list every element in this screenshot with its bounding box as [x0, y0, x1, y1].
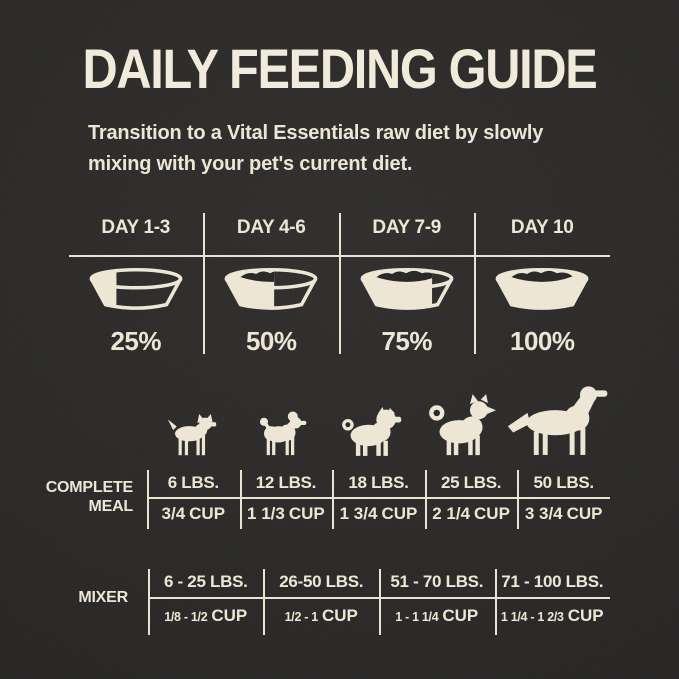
mixer-cup-value-3: 1 - 1 1/4 [395, 610, 439, 624]
day-label-1: DAY 1-3 [101, 217, 171, 238]
meal-cup-unit-5: CUP [566, 504, 603, 523]
mixer-horizontal-divider [148, 597, 610, 599]
meal-lbs-row [147, 471, 610, 495]
meal-cup-row [147, 501, 610, 527]
mixer-label: MIXER [78, 589, 128, 606]
bowl-cell-1 [68, 263, 204, 317]
percent-cell-4 [475, 326, 611, 356]
dog-chihuahua-icon [165, 414, 219, 457]
dog-poodle-icon [255, 410, 309, 457]
bowl-75-icon [359, 267, 455, 314]
intro-text [88, 118, 613, 180]
meal-cup-unit-4: CUP [474, 504, 510, 523]
meal-lbs-5: 50 LBS. [533, 473, 594, 492]
mixer-cup-value-1: 1/8 - 1/2 [164, 610, 208, 624]
dog-pug-icon [339, 405, 403, 457]
meal-cup-value-2: 1 1/3 [247, 504, 285, 523]
meal-cup-unit-3: CUP [381, 504, 418, 523]
complete-meal-label [40, 479, 133, 517]
percent-cell-3 [339, 326, 475, 356]
day-col-3 [339, 214, 475, 242]
mixer-cup-unit-4: CUP [567, 606, 604, 625]
dog-retriever-icon [506, 383, 610, 457]
meal-cup-value-3: 1 3/4 [339, 504, 378, 523]
meal-cup-2 [240, 501, 333, 527]
bowl-cell-4 [475, 263, 611, 317]
mixer-cup-2 [264, 601, 380, 631]
day-label-4: DAY 10 [510, 217, 574, 238]
percent-label-1: 25% [110, 325, 162, 356]
mixer-cup-unit-2: CUP [321, 606, 358, 625]
dog-cell-1 [147, 414, 237, 457]
meal-cup-unit-2: CUP [288, 504, 325, 523]
percent-row [68, 326, 610, 356]
bowl-cell-2 [204, 263, 340, 317]
percent-cell-1 [68, 326, 204, 356]
meal-horizontal-divider [147, 497, 610, 499]
mixer-cup-row [148, 601, 610, 631]
meal-lbs-3: 18 LBS. [348, 473, 409, 492]
mixer-cup-3 [379, 601, 495, 631]
intro-line-2: mixing with your pet's current diet. [88, 153, 413, 175]
meal-cup-value-5: 3 3/4 [524, 504, 563, 523]
meal-lbs-4: 25 LBS. [440, 473, 502, 492]
day-col-1 [68, 214, 204, 242]
complete-meal-label-line-2: MEAL [88, 497, 133, 515]
bowl-50-icon [223, 267, 319, 314]
page-title: DAILY FEEDING GUIDE [82, 37, 597, 100]
percent-label-3: 75% [381, 325, 433, 356]
intro-line-1: Transition to a Vital Essentials raw diet by slowly [88, 122, 544, 144]
mixer-lbs-2: 26-50 LBS. [279, 572, 364, 591]
dog-cell-5 [506, 383, 610, 457]
mixer-lbs-row [148, 570, 610, 594]
meal-cup-value-1: 3/4 [161, 504, 186, 523]
meal-cup-4 [425, 501, 518, 527]
meal-cup-unit-1: CUP [189, 504, 226, 523]
day-label-2: DAY 4-6 [236, 217, 306, 238]
mixer-lbs-4: 71 - 100 LBS. [501, 572, 604, 591]
dog-cell-3 [327, 405, 417, 457]
dog-size-row [147, 375, 610, 457]
mixer-lbs-1: 6 - 25 LBS. [163, 572, 248, 591]
mixer-cup-1 [148, 601, 264, 631]
percent-label-2: 50% [245, 325, 297, 356]
bowl-25-icon [88, 267, 184, 314]
percent-label-4: 100% [510, 325, 575, 356]
meal-cup-5 [517, 501, 610, 527]
dog-cell-2 [237, 410, 327, 457]
day-col-4 [475, 214, 611, 242]
bowl-100-icon [494, 267, 590, 314]
mixer-lbs-3: 51 - 70 LBS. [390, 572, 484, 591]
mixer-cup-unit-1: CUP [211, 606, 248, 625]
dog-shiba-icon [426, 394, 496, 457]
meal-cup-3 [332, 501, 425, 527]
bowl-row [68, 263, 610, 317]
complete-meal-label-line-1: COMPLETE [45, 479, 133, 496]
meal-lbs-1: 6 LBS. [167, 473, 219, 492]
mixer-cup-4 [495, 601, 611, 631]
mixer-cup-unit-3: CUP [442, 606, 479, 625]
meal-cup-1 [147, 501, 240, 527]
day-col-2 [204, 214, 340, 242]
mixer-cup-value-2: 1/2 - 1 [284, 610, 318, 624]
meal-lbs-2: 12 LBS. [255, 473, 317, 492]
dog-cell-4 [416, 394, 506, 457]
mixer-cup-value-4: 1 1/4 - 1 2/3 [500, 610, 564, 624]
percent-cell-2 [204, 326, 340, 356]
day-label-3: DAY 7-9 [372, 217, 442, 238]
meal-cup-value-4: 2 1/4 [432, 504, 471, 523]
bowl-cell-3 [339, 263, 475, 317]
